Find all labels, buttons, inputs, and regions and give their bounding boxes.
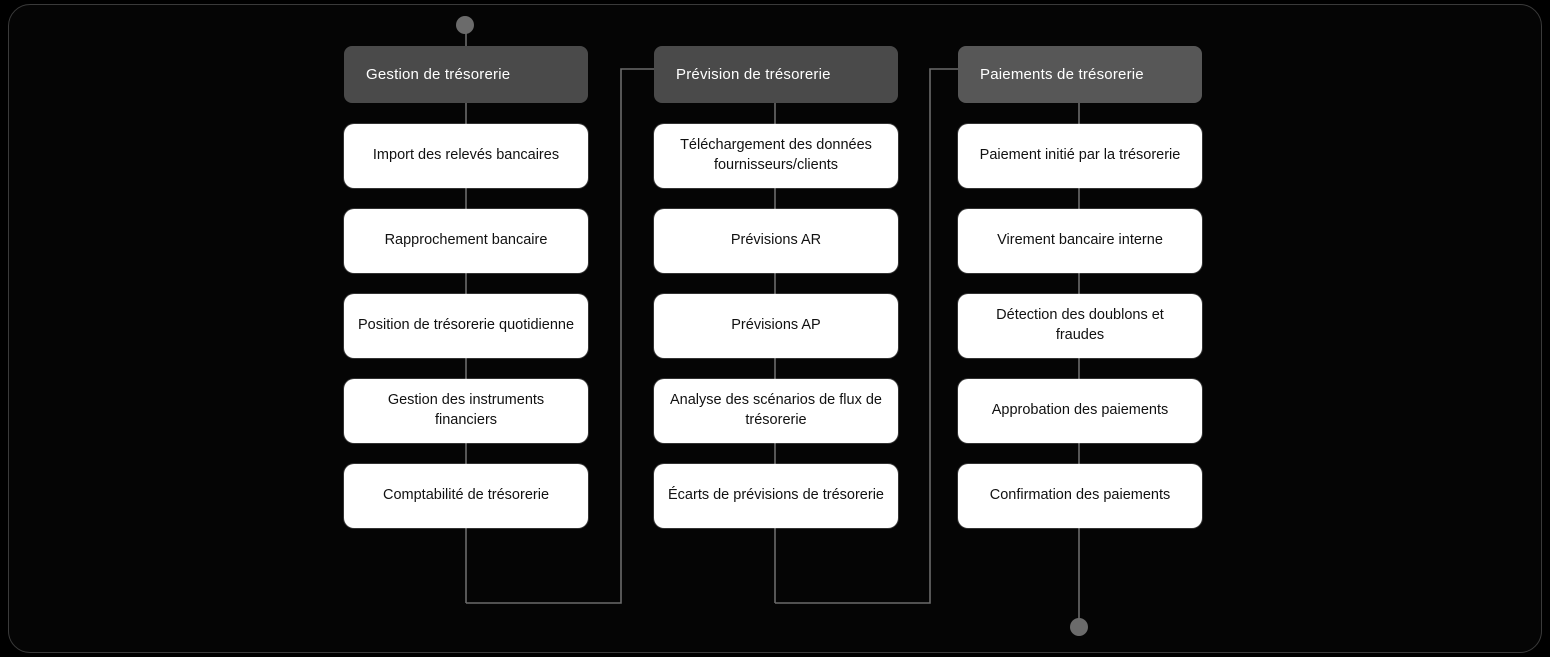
process-node-label: Gestion des instruments financiers — [387, 392, 545, 428]
process-node[interactable] — [344, 124, 588, 188]
process-node[interactable] — [654, 124, 898, 188]
start-dot — [456, 16, 474, 34]
process-node[interactable] — [654, 379, 898, 443]
end-dot — [1070, 618, 1088, 636]
process-node-label: Import des relevés bancaires — [372, 147, 560, 164]
column-header-cash-payments[interactable] — [958, 46, 1202, 103]
process-node-label: Prévisions AP — [731, 317, 821, 334]
column-header-label: Gestion de trésorerie — [366, 66, 511, 83]
column-header-label: Prévision de trésorerie — [676, 66, 831, 83]
process-node[interactable] — [958, 124, 1202, 188]
process-node[interactable] — [344, 209, 588, 273]
process-node-label: Téléchargement des données fournisseurs/clients — [680, 137, 872, 173]
column-header-label: Paiements de trésorerie — [980, 66, 1144, 83]
process-node-label: Approbation des paiements — [991, 402, 1169, 419]
process-node-label: Position de trésorerie quotidienne — [357, 317, 575, 334]
process-node-label: Comptabilité de trésorerie — [382, 487, 550, 504]
process-node[interactable] — [958, 464, 1202, 528]
process-node-label: Écarts de prévisions de trésorerie — [668, 487, 884, 504]
process-node-label: Analyse des scénarios de flux de trésorerie — [670, 392, 882, 428]
process-node-label: Confirmation des paiements — [989, 487, 1171, 504]
process-node[interactable] — [654, 294, 898, 358]
process-column-cash-payments — [958, 46, 1202, 528]
process-node[interactable] — [654, 209, 898, 273]
process-node-label: Paiement initié par la trésorerie — [979, 147, 1181, 164]
process-node-label: Virement bancaire interne — [997, 232, 1163, 249]
process-column-cash-management — [344, 46, 588, 528]
process-node-label: Détection des doublons et fraudes — [996, 307, 1164, 343]
process-node[interactable] — [958, 209, 1202, 273]
process-node-label: Prévisions AR — [730, 232, 822, 249]
process-node[interactable] — [344, 464, 588, 528]
process-node-label: Rapprochement bancaire — [384, 232, 548, 249]
column-header-cash-forecasting[interactable] — [654, 46, 898, 103]
process-node[interactable] — [958, 294, 1202, 358]
process-node[interactable] — [344, 294, 588, 358]
process-node[interactable] — [344, 379, 588, 443]
process-node[interactable] — [958, 379, 1202, 443]
process-column-cash-forecasting — [654, 46, 898, 528]
column-header-cash-management[interactable] — [344, 46, 588, 103]
process-node[interactable] — [654, 464, 898, 528]
